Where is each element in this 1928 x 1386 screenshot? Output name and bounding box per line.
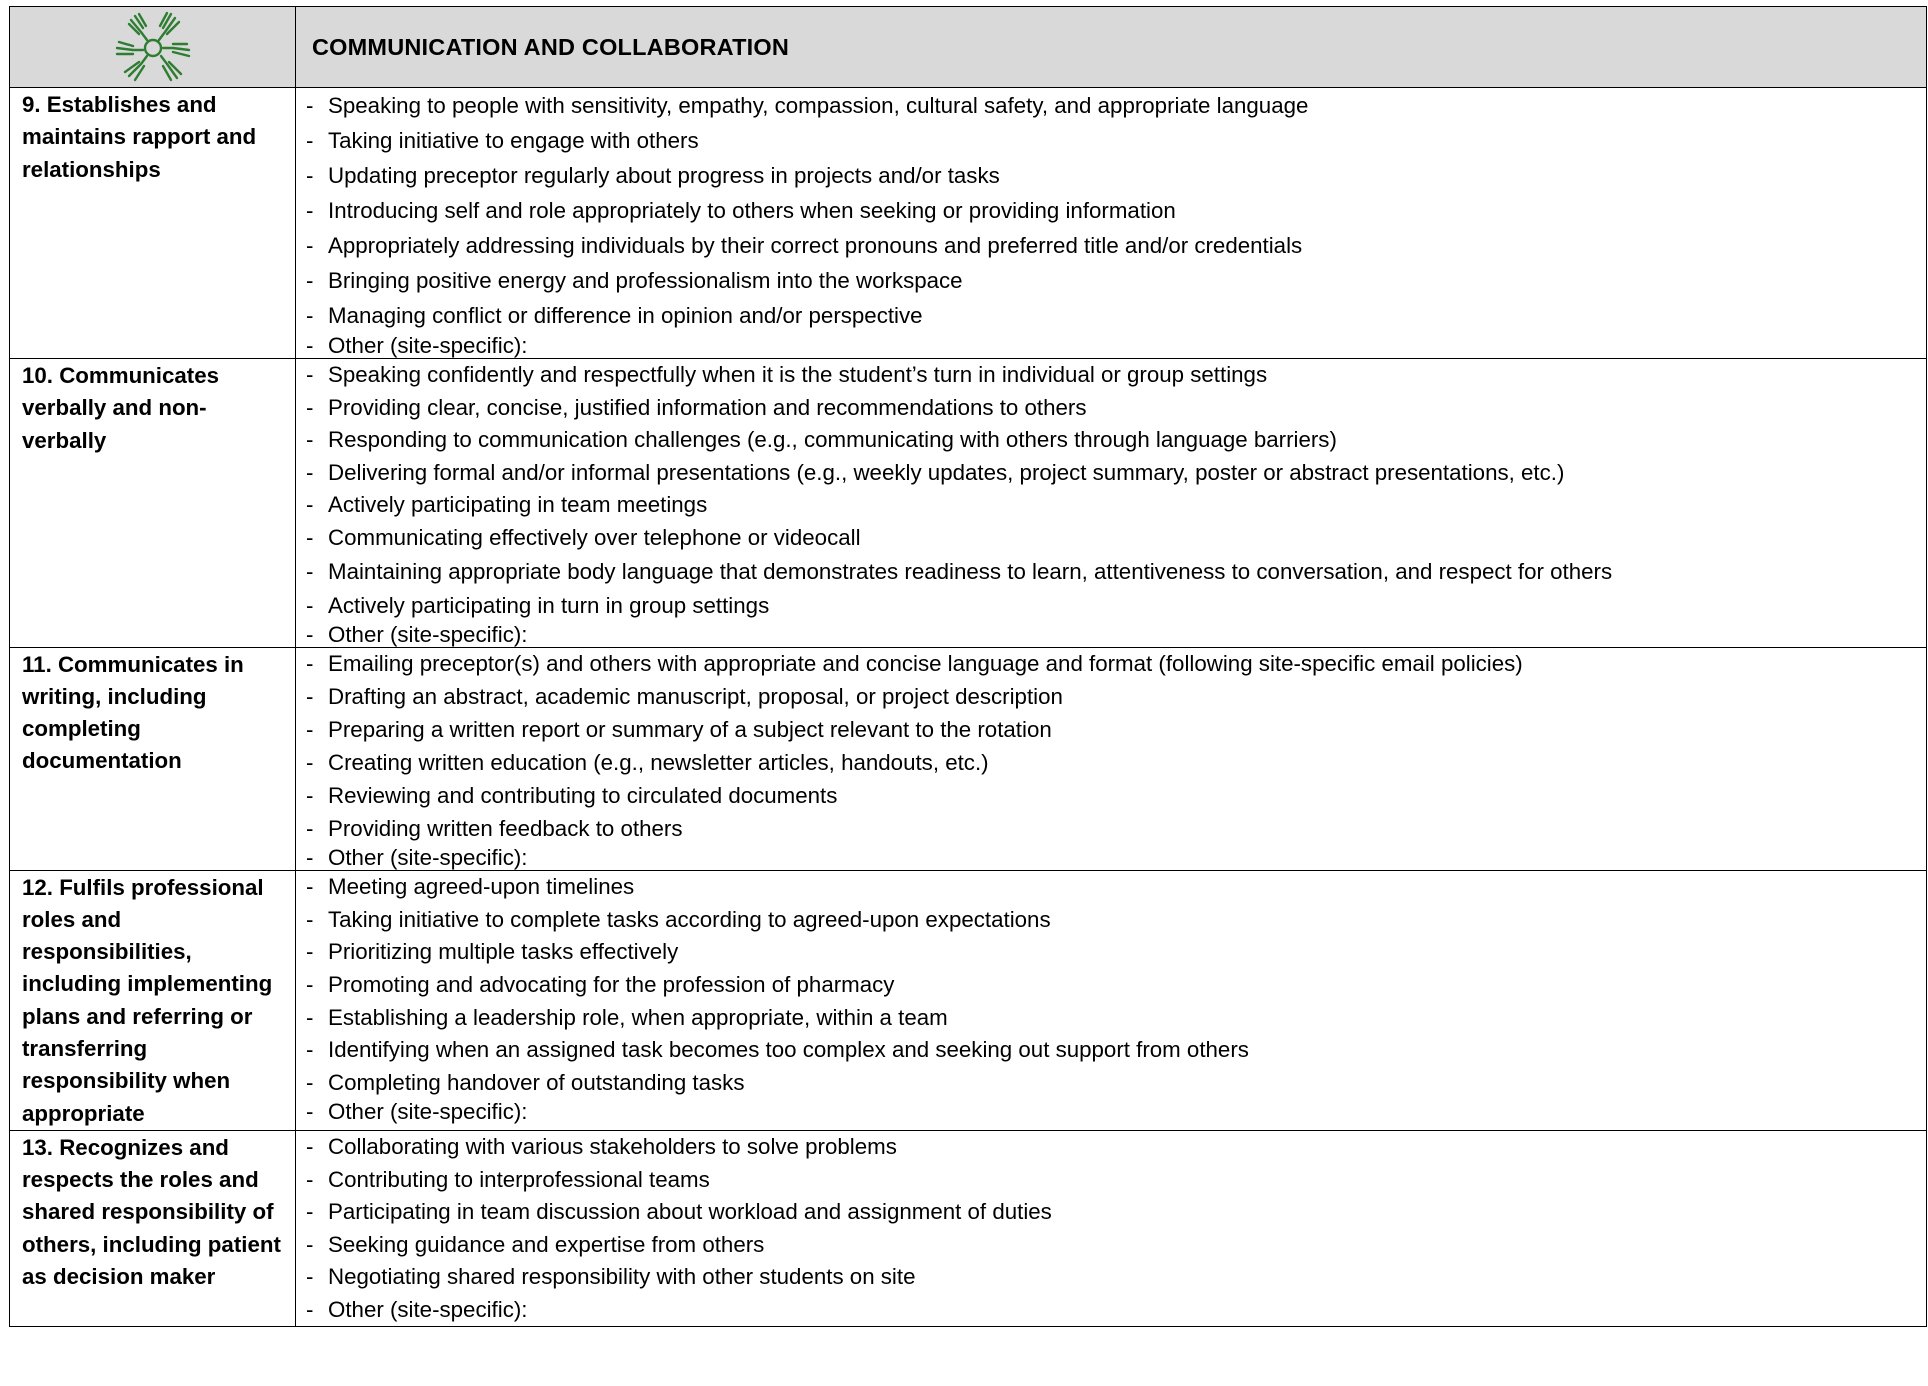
bullet-dash: - <box>306 1199 314 1225</box>
item-text: Other (site-specific): <box>328 621 528 647</box>
item-text: Bringing positive energy and professionalism into the workspace <box>328 267 963 293</box>
bullet-dash: - <box>306 844 314 870</box>
list-item <box>306 714 1926 747</box>
competency-title: 11. Communicates in writing, including completing documentation <box>10 647 296 870</box>
list-item <box>306 936 1926 969</box>
list-item <box>306 813 1926 846</box>
bullet-dash: - <box>306 1231 314 1257</box>
bullet-dash: - <box>306 1099 314 1125</box>
bullet-dash: - <box>306 559 314 584</box>
item-text: Collaborating with various stakeholders to solve problems <box>328 1134 897 1160</box>
list-item <box>306 123 1926 158</box>
item-text: Providing clear, concise, justified information and recommendations to others <box>328 394 1087 420</box>
list-item <box>306 1067 1926 1100</box>
bullet-dash: - <box>306 492 314 518</box>
item-text: Maintaining appropriate body language that demonstrates readiness to learn, attentiveness to conversation, and respect for others <box>328 559 1613 584</box>
item-text: Meeting agreed-upon timelines <box>328 873 635 899</box>
competency-items-cell <box>296 359 1927 648</box>
item-text: Other (site-specific): <box>328 1296 528 1322</box>
competency-item-list <box>296 359 1926 647</box>
logo-cell <box>10 7 296 88</box>
competency-title: 9. Establishes and maintains rapport and relationships <box>10 88 296 359</box>
bullet-dash: - <box>306 232 314 258</box>
list-item <box>306 424 1926 457</box>
competency-items-cell <box>296 1130 1927 1326</box>
bullet-dash: - <box>306 651 314 676</box>
competency-table <box>9 6 1927 1327</box>
list-item <box>306 263 1926 298</box>
list-item <box>306 489 1926 522</box>
bullet-dash: - <box>306 906 314 932</box>
item-text: Seeking guidance and expertise from others <box>328 1231 765 1257</box>
item-text: Communicating effectively over telephone or videocall <box>328 524 861 550</box>
item-text: Other (site-specific): <box>328 332 528 358</box>
bullet-dash: - <box>306 362 314 388</box>
item-text: Speaking to people with sensitivity, empathy, compassion, cultural safety, and appropriate language <box>328 92 1309 118</box>
bullet-dash: - <box>306 197 314 223</box>
bullet-dash: - <box>306 816 314 841</box>
list-item <box>306 747 1926 780</box>
item-text: Promoting and advocating for the profession of pharmacy <box>328 971 895 997</box>
list-item <box>306 1163 1926 1196</box>
list-item <box>306 193 1926 228</box>
list-item <box>306 522 1926 555</box>
list-item <box>306 88 1926 123</box>
competency-item-list <box>296 88 1926 358</box>
competency-items-cell <box>296 88 1927 359</box>
competency-items-cell <box>296 870 1927 1130</box>
list-item <box>306 228 1926 263</box>
list-item <box>306 1099 1926 1125</box>
list-item <box>306 457 1926 490</box>
list-item <box>306 158 1926 193</box>
competency-row <box>10 1130 1927 1326</box>
list-item <box>306 1001 1926 1034</box>
item-text: Establishing a leadership role, when appropriate, within a team <box>328 1004 948 1030</box>
list-item <box>306 846 1926 870</box>
bullet-dash: - <box>306 939 314 965</box>
item-text: Participating in team discussion about workload and assignment of duties <box>328 1199 1052 1225</box>
bullet-dash: - <box>306 524 314 550</box>
competency-item-list <box>296 871 1926 1126</box>
bullet-dash: - <box>306 394 314 420</box>
list-item <box>306 359 1926 392</box>
item-text: Managing conflict or difference in opinion and/or perspective <box>328 302 923 328</box>
item-text: Drafting an abstract, academic manuscript, proposal, or project description <box>328 684 1063 709</box>
bullet-dash: - <box>306 127 314 153</box>
bullet-dash: - <box>306 267 314 293</box>
bullet-dash: - <box>306 1037 314 1063</box>
list-item <box>306 1196 1926 1229</box>
competency-row <box>10 359 1927 648</box>
bullet-dash: - <box>306 783 314 808</box>
list-item <box>306 298 1926 333</box>
item-text: Emailing preceptor(s) and others with appropriate and concise language and format (following site-specific email policies) <box>328 651 1523 676</box>
item-text: Taking initiative to engage with others <box>328 127 699 153</box>
item-text: Prioritizing multiple tasks effectively <box>328 939 679 965</box>
section-title: COMMUNICATION AND COLLABORATION <box>296 7 1927 88</box>
item-text: Preparing a written report or summary of a subject relevant to the rotation <box>328 717 1052 742</box>
list-item <box>306 333 1926 358</box>
bullet-dash: - <box>306 302 314 328</box>
bullet-dash: - <box>306 1264 314 1290</box>
bullet-dash: - <box>306 750 314 775</box>
item-text: Actively participating in team meetings <box>328 492 708 518</box>
list-item <box>306 871 1926 904</box>
item-text: Actively participating in turn in group settings <box>328 593 770 619</box>
list-item <box>306 1228 1926 1261</box>
list-item <box>306 554 1926 590</box>
bullet-dash: - <box>306 332 314 358</box>
list-item <box>306 681 1926 714</box>
competency-item-list <box>296 648 1926 870</box>
bullet-dash: - <box>306 459 314 485</box>
bullet-dash: - <box>306 162 314 188</box>
bullet-dash: - <box>306 1069 314 1095</box>
competency-row <box>10 870 1927 1130</box>
list-item <box>306 1261 1926 1294</box>
competency-title: 10. Communicates verbally and non-verbally <box>10 359 296 648</box>
bullet-dash: - <box>306 427 314 453</box>
list-item <box>306 969 1926 1002</box>
bullet-dash: - <box>306 1166 314 1192</box>
competency-item-list <box>296 1131 1926 1326</box>
item-text: Providing written feedback to others <box>328 816 683 841</box>
competency-row <box>10 88 1927 359</box>
item-text: Introducing self and role appropriately to others when seeking or providing information <box>328 197 1176 223</box>
list-item <box>306 1034 1926 1067</box>
item-text: Completing handover of outstanding tasks <box>328 1069 745 1095</box>
competency-title: 13. Recognizes and respects the roles and shared responsibility of others, including patient as decision maker <box>10 1130 296 1326</box>
list-item <box>306 903 1926 936</box>
bullet-dash: - <box>306 1134 314 1160</box>
bullet-dash: - <box>306 1004 314 1030</box>
list-item <box>306 1131 1926 1164</box>
item-text: Other (site-specific): <box>328 844 528 870</box>
item-text: Updating preceptor regularly about progress in projects and/or tasks <box>328 162 1000 188</box>
list-item <box>306 590 1926 623</box>
competency-items-cell <box>296 647 1927 870</box>
item-text: Appropriately addressing individuals by their correct pronouns and preferred title and/or credentials <box>328 232 1303 258</box>
list-item <box>306 648 1926 681</box>
item-text: Creating written education (e.g., newsletter articles, handouts, etc.) <box>328 750 989 775</box>
item-text: Responding to communication challenges (e.g., communicating with others through language barriers) <box>328 427 1337 453</box>
item-text: Identifying when an assigned task becomes too complex and seeking out support from others <box>328 1037 1249 1063</box>
list-item <box>306 392 1926 425</box>
item-text: Speaking confidently and respectfully when it is the student’s turn in individual or group settings <box>328 362 1268 388</box>
competency-title: 12. Fulfils professional roles and responsibilities, including implementing plans and referring or transferring responsibility when appropriate <box>10 870 296 1130</box>
bullet-dash: - <box>306 593 314 619</box>
list-item <box>306 623 1926 647</box>
item-text: Reviewing and contributing to circulated documents <box>328 783 838 808</box>
bullet-dash: - <box>306 971 314 997</box>
bullet-dash: - <box>306 1296 314 1322</box>
bullet-dash: - <box>306 717 314 742</box>
item-text: Negotiating shared responsibility with other students on site <box>328 1264 916 1290</box>
item-text: Other (site-specific): <box>328 1099 528 1125</box>
hands-circle-logo-icon <box>111 10 195 84</box>
item-text: Contributing to interprofessional teams <box>328 1166 710 1192</box>
bullet-dash: - <box>306 684 314 709</box>
item-text: Taking initiative to complete tasks according to agreed-upon expectations <box>328 906 1051 932</box>
item-text: Delivering formal and/or informal presentations (e.g., weekly updates, project summary, poster or abstract presentations, etc.) <box>328 459 1565 485</box>
bullet-dash: - <box>306 621 314 647</box>
list-item <box>306 780 1926 813</box>
list-item <box>306 1293 1926 1326</box>
competency-row <box>10 647 1927 870</box>
bullet-dash: - <box>306 873 314 899</box>
table-header-row <box>10 7 1927 88</box>
bullet-dash: - <box>306 92 314 118</box>
